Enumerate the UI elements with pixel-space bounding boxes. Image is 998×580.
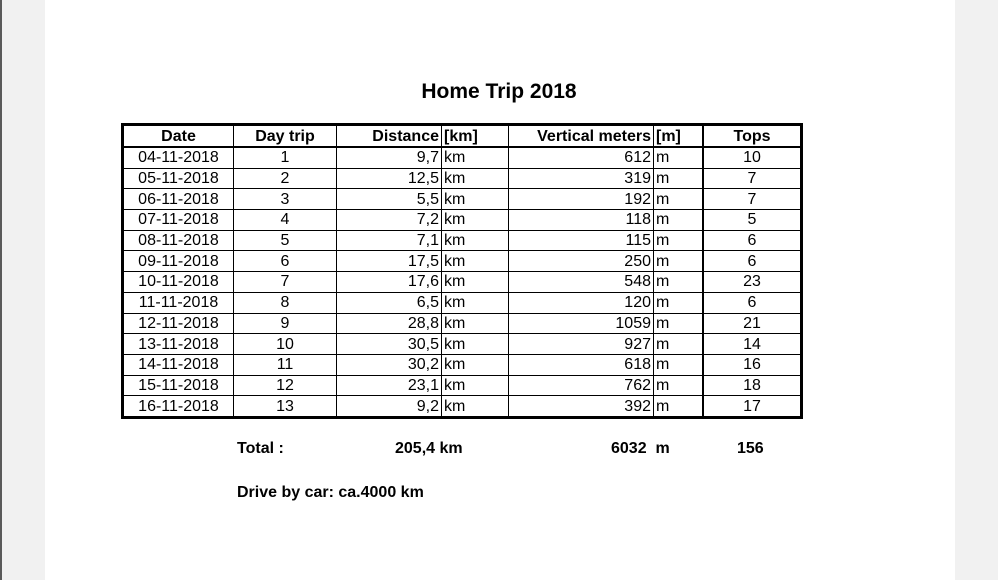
header-vertical-meters: Vertical meters [509, 125, 654, 148]
cell-tops: 6 [703, 292, 802, 313]
table-row [123, 313, 802, 334]
cell-date: 15-11-2018 [123, 375, 234, 396]
cell-distance-unit: km [442, 396, 509, 418]
cell-date: 08-11-2018 [123, 230, 234, 251]
cell-date: 11-11-2018 [123, 292, 234, 313]
cell-tops: 23 [703, 272, 802, 293]
cell-tops: 7 [703, 189, 802, 210]
cell-vertical-meters: 118 [509, 210, 654, 231]
cell-vertical-unit: m [654, 272, 704, 293]
cell-tops: 14 [703, 334, 802, 355]
cell-distance-unit: km [442, 313, 509, 334]
cell-vertical-meters: 618 [509, 354, 654, 375]
cell-day-trip: 3 [234, 189, 337, 210]
cell-distance: 9,7 [337, 147, 442, 168]
cell-date: 16-11-2018 [123, 396, 234, 418]
cell-vertical-meters: 319 [509, 168, 654, 189]
cell-day-trip: 9 [234, 313, 337, 334]
total-vertical: 6032 m [611, 440, 670, 457]
cell-distance-unit: km [442, 292, 509, 313]
cell-day-trip: 12 [234, 375, 337, 396]
cell-vertical-unit: m [654, 251, 704, 272]
cell-distance: 7,1 [337, 230, 442, 251]
cell-day-trip: 8 [234, 292, 337, 313]
header-distance: Distance [337, 125, 442, 148]
cell-day-trip: 4 [234, 210, 337, 231]
cell-vertical-unit: m [654, 396, 704, 418]
cell-distance-unit: km [442, 251, 509, 272]
cell-tops: 21 [703, 313, 802, 334]
cell-vertical-unit: m [654, 313, 704, 334]
cell-date: 05-11-2018 [123, 168, 234, 189]
header-day-trip: Day trip [234, 125, 337, 148]
cell-day-trip: 6 [234, 251, 337, 272]
table-row [123, 147, 802, 168]
cell-vertical-meters: 762 [509, 375, 654, 396]
cell-vertical-meters: 192 [509, 189, 654, 210]
cell-date: 12-11-2018 [123, 313, 234, 334]
cell-tops: 17 [703, 396, 802, 418]
cell-vertical-unit: m [654, 210, 704, 231]
cell-distance-unit: km [442, 168, 509, 189]
header-date: Date [123, 125, 234, 148]
drive-note: Drive by car: ca.4000 km [237, 484, 424, 501]
cell-vertical-unit: m [654, 334, 704, 355]
cell-distance: 17,5 [337, 251, 442, 272]
header-tops: Tops [703, 125, 802, 148]
cell-vertical-unit: m [654, 354, 704, 375]
cell-distance: 23,1 [337, 375, 442, 396]
table-row [123, 375, 802, 396]
cell-day-trip: 10 [234, 334, 337, 355]
table-row [123, 189, 802, 210]
cell-tops: 6 [703, 230, 802, 251]
trip-table [121, 123, 803, 419]
page-title: Home Trip 2018 [421, 80, 577, 103]
cell-vertical-unit: m [654, 168, 704, 189]
cell-vertical-meters: 392 [509, 396, 654, 418]
trip-table-body [123, 147, 802, 417]
table-row [123, 210, 802, 231]
cell-day-trip: 1 [234, 147, 337, 168]
cell-tops: 10 [703, 147, 802, 168]
cell-distance: 6,5 [337, 292, 442, 313]
cell-distance-unit: km [442, 230, 509, 251]
table-row [123, 354, 802, 375]
cell-distance: 28,8 [337, 313, 442, 334]
table-header-row [123, 125, 802, 148]
cell-tops: 16 [703, 354, 802, 375]
cell-distance: 17,6 [337, 272, 442, 293]
cell-distance-unit: km [442, 334, 509, 355]
cell-day-trip: 5 [234, 230, 337, 251]
cell-vertical-meters: 250 [509, 251, 654, 272]
cell-vertical-unit: m [654, 147, 704, 168]
cell-vertical-meters: 1059 [509, 313, 654, 334]
total-distance: 205,4 km [395, 440, 463, 457]
cell-vertical-unit: m [654, 189, 704, 210]
cell-date: 04-11-2018 [123, 147, 234, 168]
table-row [123, 334, 802, 355]
cell-distance: 5,5 [337, 189, 442, 210]
cell-date: 14-11-2018 [123, 354, 234, 375]
cell-date: 10-11-2018 [123, 272, 234, 293]
cell-distance-unit: km [442, 375, 509, 396]
cell-tops: 5 [703, 210, 802, 231]
cell-vertical-unit: m [654, 230, 704, 251]
cell-date: 13-11-2018 [123, 334, 234, 355]
table-row [123, 251, 802, 272]
cell-tops: 6 [703, 251, 802, 272]
cell-distance: 30,2 [337, 354, 442, 375]
cell-distance-unit: km [442, 189, 509, 210]
cell-date: 07-11-2018 [123, 210, 234, 231]
cell-date: 09-11-2018 [123, 251, 234, 272]
document-page [45, 0, 955, 580]
table-row [123, 168, 802, 189]
cell-day-trip: 7 [234, 272, 337, 293]
header-vertical-unit: [m] [654, 125, 704, 148]
cell-vertical-meters: 927 [509, 334, 654, 355]
cell-distance-unit: km [442, 354, 509, 375]
total-tops: 156 [737, 440, 764, 457]
cell-distance: 30,5 [337, 334, 442, 355]
cell-distance: 7,2 [337, 210, 442, 231]
cell-distance-unit: km [442, 210, 509, 231]
cell-tops: 18 [703, 375, 802, 396]
cell-vertical-meters: 120 [509, 292, 654, 313]
table-row [123, 292, 802, 313]
table-row [123, 396, 802, 418]
header-distance-unit: [km] [442, 125, 509, 148]
cell-vertical-unit: m [654, 375, 704, 396]
cell-vertical-meters: 612 [509, 147, 654, 168]
cell-tops: 7 [703, 168, 802, 189]
cell-day-trip: 13 [234, 396, 337, 418]
table-row [123, 230, 802, 251]
total-label: Total : [237, 440, 284, 457]
cell-day-trip: 2 [234, 168, 337, 189]
cell-vertical-unit: m [654, 292, 704, 313]
cell-distance: 9,2 [337, 396, 442, 418]
cell-distance-unit: km [442, 147, 509, 168]
cell-distance: 12,5 [337, 168, 442, 189]
cell-day-trip: 11 [234, 354, 337, 375]
cell-vertical-meters: 115 [509, 230, 654, 251]
cell-date: 06-11-2018 [123, 189, 234, 210]
table-row [123, 272, 802, 293]
cell-distance-unit: km [442, 272, 509, 293]
viewer-left-edge [0, 0, 2, 580]
cell-vertical-meters: 548 [509, 272, 654, 293]
